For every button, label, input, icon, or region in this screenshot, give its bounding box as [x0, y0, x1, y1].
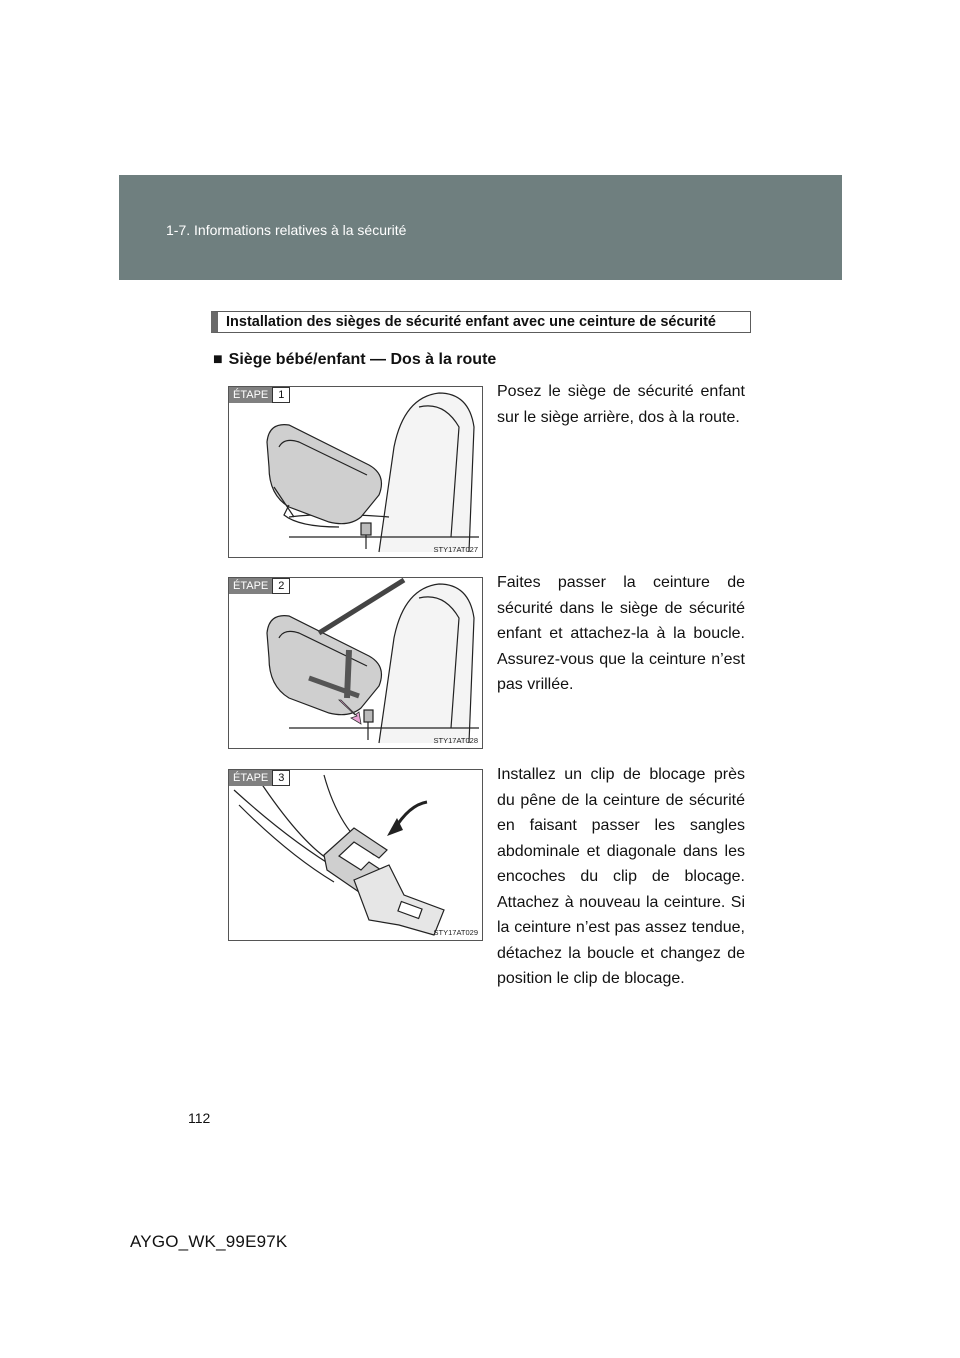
- chapter-header: [119, 175, 842, 280]
- chapter-breadcrumb: 1-7. Informations relatives à la sécurité: [166, 222, 407, 238]
- step-label: ÉTAPE: [229, 770, 272, 786]
- step-number: 1: [272, 387, 290, 403]
- step-1-text: Posez le siège de sécurité enfant sur le siège arrière, dos à la route.: [497, 383, 745, 426]
- step-1-badge: [229, 387, 290, 403]
- section-title: Installation des sièges de sécurité enfant avec une ceinture de sécurité: [211, 311, 751, 333]
- step-label: ÉTAPE: [229, 578, 272, 594]
- rear-facing-seat-illustration: [229, 387, 483, 558]
- step-2-badge: [229, 578, 290, 594]
- step-3-text: Installez un clip de blocage près du pêne de la ceinture de sécurité en faisant passer les sangles abdominale et diagonale dans les encoches du clip de blocage. Attachez à nouveau la ceinture. Si la ceinture n’est pas assez tendue, détachez la boucle et changez de position le clip de blocage.: [497, 766, 745, 987]
- step-number: 2: [272, 578, 290, 594]
- subheading-text: Siège bébé/enfant — Dos à la route: [228, 351, 497, 368]
- step-3-figure: [228, 769, 483, 941]
- belt-routing-illustration: [229, 578, 483, 749]
- document-code: AYGO_WK_99E97K: [130, 1232, 288, 1251]
- step-2-figure: [228, 577, 483, 749]
- step-number: 3: [272, 770, 290, 786]
- square-bullet-icon: ■: [213, 351, 223, 368]
- step-label: ÉTAPE: [229, 387, 272, 403]
- locking-clip-illustration: [229, 770, 483, 941]
- subheading: [213, 351, 496, 369]
- figure-code: STY17AT028: [433, 736, 478, 745]
- step-1-figure: [228, 386, 483, 558]
- step-2-text: Faites passer la ceinture de sécurité dans le siège de sécurité enfant et attachez-la à la boucle. Assurez-vous que la ceinture n’est pas vrillée.: [497, 574, 745, 693]
- figure-code: STY17AT027: [433, 545, 478, 554]
- step-3-badge: [229, 770, 290, 786]
- figure-code: STY17AT029: [433, 928, 478, 937]
- page-number: 112: [188, 1110, 211, 1126]
